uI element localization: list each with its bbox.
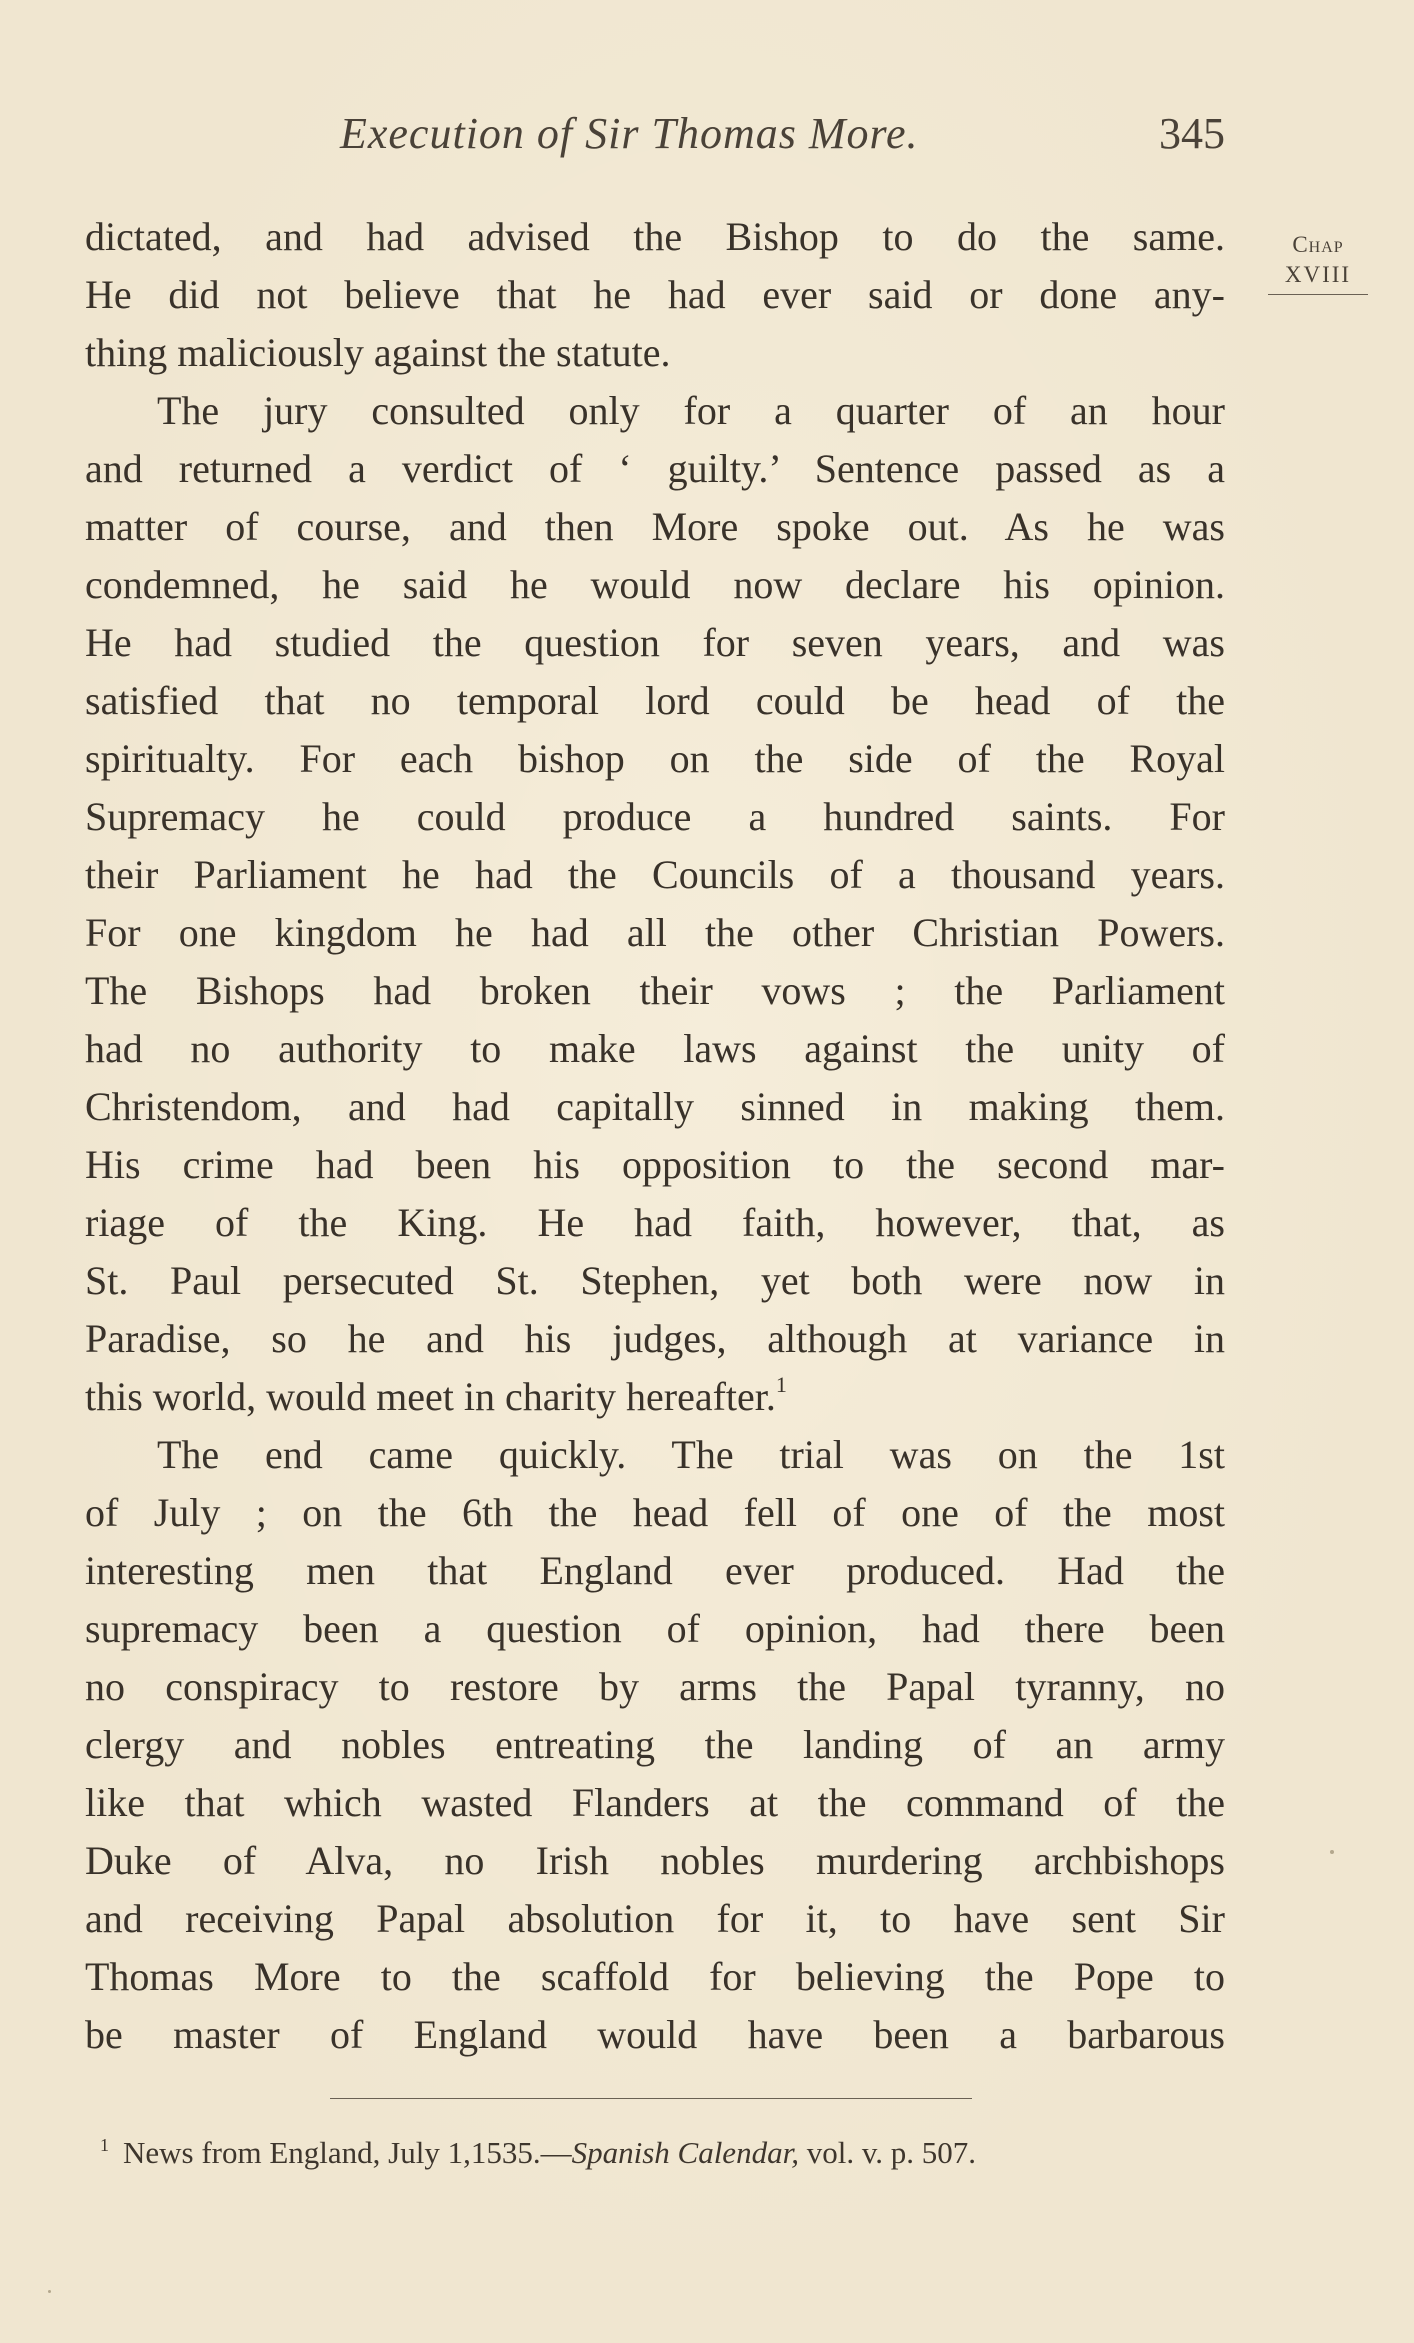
paper-speck: [1330, 1850, 1334, 1854]
text-line: His crime had been his opposition to the second mar-: [85, 1142, 1225, 1187]
running-head: [85, 108, 1225, 168]
running-title: Execution of Sir Thomas More.: [340, 109, 919, 158]
body-text: [85, 208, 1225, 2064]
text-line: Supremacy he could produce a hundred saints. For: [85, 794, 1225, 839]
text-line: For one kingdom he had all the other Christian Powers.: [85, 910, 1225, 955]
page-number: 345: [1159, 109, 1225, 158]
chapter-label: Chap: [1292, 232, 1344, 257]
footnote-citation: vol. v. p. 507.: [798, 2135, 977, 2170]
paper-speck: [48, 2290, 51, 2293]
footnote-text: News from England, July 1,1535.—: [123, 2135, 572, 2170]
text-line: interesting men that England ever produced. Had the: [85, 1548, 1225, 1593]
text-line: Thomas More to the scaffold for believing the Pope to: [85, 1954, 1225, 1999]
text-line: St. Paul persecuted St. Stephen, yet both were now in: [85, 1258, 1225, 1303]
text-line: like that which wasted Flanders at the command of the: [85, 1780, 1225, 1825]
text-line: be master of England would have been a barbarous: [85, 2012, 1225, 2057]
footnote-source: Spanish Calendar,: [571, 2135, 799, 2170]
text-line: riage of the King. He had faith, however, that, as: [85, 1200, 1225, 1245]
text-line: of July ; on the 6th the head fell of one of the most: [85, 1490, 1225, 1535]
text-line: He did not believe that he had ever said or done any-: [85, 272, 1225, 317]
text-line: supremacy been a question of opinion, had there been: [85, 1606, 1225, 1651]
text-line-content: this world, would meet in charity hereafter.: [85, 1374, 776, 1419]
text-line: their Parliament he had the Councils of a thousand years.: [85, 852, 1225, 897]
text-line: condemned, he said he would now declare his opinion.: [85, 562, 1225, 607]
text-line: matter of course, and then More spoke out. As he was: [85, 504, 1225, 549]
text-line-with-footnote: [85, 1368, 1225, 1426]
footnote-mark: 1: [100, 2135, 109, 2155]
text-line: The end came quickly. The trial was on the 1st: [157, 1432, 1225, 1477]
text-line: and receiving Papal absolution for it, to have sent Sir: [85, 1896, 1225, 1941]
text-line: He had studied the question for seven years, and was: [85, 620, 1225, 665]
text-line: satisfied that no temporal lord could be head of the: [85, 678, 1225, 723]
text-line: no conspiracy to restore by arms the Papal tyranny, no: [85, 1664, 1225, 1709]
footnote-reference[interactable]: 1: [775, 1372, 787, 1397]
text-line: had no authority to make laws against the unity of: [85, 1026, 1225, 1071]
footnote-divider: [330, 2098, 972, 2099]
text-line: Paradise, so he and his judges, although at variance in: [85, 1316, 1225, 1361]
text-line: The jury consulted only for a quarter of an hour: [157, 388, 1225, 433]
chapter-side-note: [1268, 232, 1368, 295]
text-line: and returned a verdict of ‘ guilty.’ Sentence passed as a: [85, 446, 1225, 491]
text-line: spiritualty. For each bishop on the side of the Royal: [85, 736, 1225, 781]
text-line: clergy and nobles entreating the landing of an army: [85, 1722, 1225, 1767]
text-line: Christendom, and had capitally sinned in making them.: [85, 1084, 1225, 1129]
text-line: Duke of Alva, no Irish nobles murdering archbishops: [85, 1838, 1225, 1883]
text-line: The Bishops had broken their vows ; the Parliament: [85, 968, 1225, 1013]
text-line: thing maliciously against the statute.: [85, 330, 671, 375]
footnote: [100, 2135, 1220, 2171]
text-line: dictated, and had advised the Bishop to do the same.: [85, 214, 1225, 259]
chapter-number: XVIII: [1268, 262, 1368, 295]
